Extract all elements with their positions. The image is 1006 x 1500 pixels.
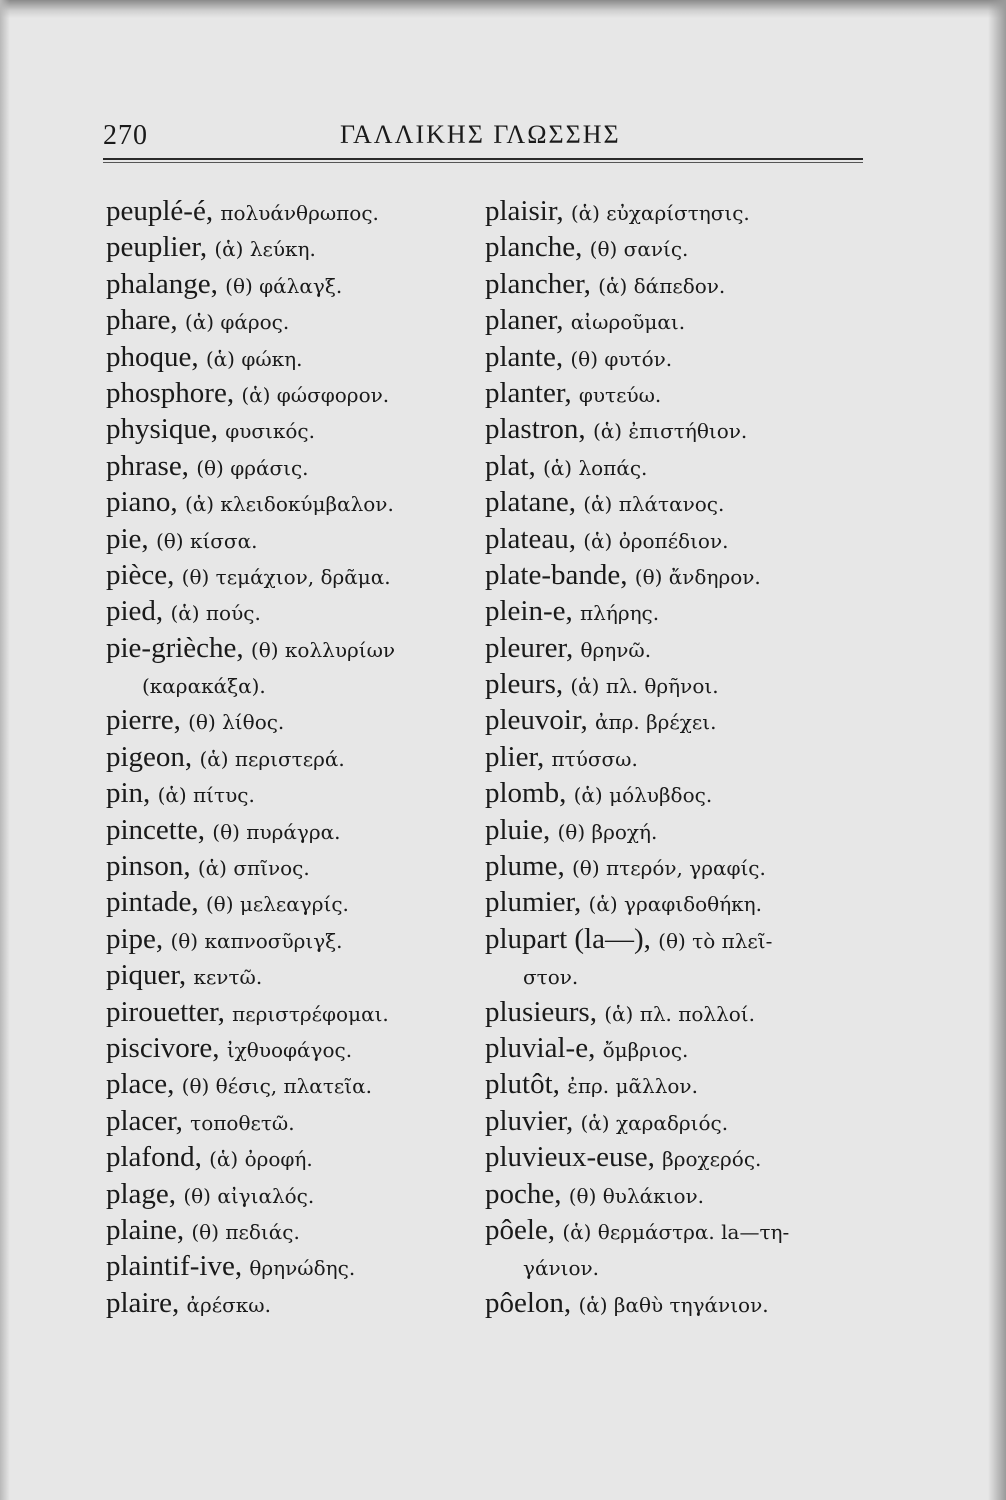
- entry-headword: plat,: [485, 449, 543, 482]
- dictionary-entry: [106, 375, 476, 411]
- entry-greek-translation: (θ) φάλαγξ.: [225, 273, 343, 298]
- dictionary-entry: [106, 1285, 476, 1321]
- dictionary-entry: [106, 775, 476, 811]
- entry-greek-translation: (θ) αἰγιαλός.: [183, 1183, 315, 1208]
- entry-greek-translation: φυσικός.: [225, 419, 315, 444]
- entry-greek-translation: ἀρέσκω.: [186, 1292, 271, 1317]
- dictionary-entry: [485, 448, 865, 484]
- dictionary-entry: [106, 848, 476, 884]
- entry-headword: pôelon,: [485, 1286, 579, 1319]
- entry-headword: pluvieux-euse,: [485, 1141, 663, 1174]
- entry-greek-translation: (ἁ) φώσφορον.: [241, 382, 390, 407]
- entry-headword: place,: [106, 1068, 182, 1101]
- dictionary-entry: [485, 666, 865, 702]
- entry-greek-translation: (ἁ) γραφιδοθήκη.: [588, 892, 763, 917]
- dictionary-entry: [106, 521, 476, 557]
- page-left-edge-shadow: [0, 0, 10, 1500]
- entry-greek-translation: (ἁ) εὐχαρίστησις.: [570, 201, 750, 225]
- entry-greek-translation: (ἁ) πλ. πολλοί.: [604, 1001, 755, 1026]
- entry-headword: plume,: [485, 850, 572, 883]
- entry-greek-translation: (ἁ) λοπάς.: [543, 455, 648, 480]
- dictionary-entry: [106, 1248, 476, 1284]
- dictionary-entry-continuation: [485, 957, 865, 993]
- entry-headword: pirouetter,: [106, 995, 233, 1028]
- entry-headword: placer,: [106, 1104, 191, 1137]
- entry-headword: plupart (la—),: [485, 922, 659, 955]
- entry-headword: peuplé-é,: [106, 195, 221, 227]
- entry-headword: phrase,: [106, 449, 197, 482]
- entry-greek-translation: (ἁ) μόλυβδος.: [573, 783, 713, 808]
- dictionary-entry: [485, 812, 865, 848]
- entry-headword: plaisir,: [485, 195, 571, 227]
- entry-headword: pie,: [106, 522, 156, 555]
- entry-headword: pièce,: [106, 558, 182, 591]
- entry-headword: plaine,: [106, 1213, 192, 1246]
- entry-greek-translation: (θ) κίσσα.: [155, 528, 258, 553]
- entry-greek-translation: (θ) τεμάχιον, δρᾶμα.: [181, 564, 391, 589]
- entry-headword: pintade,: [106, 886, 206, 919]
- entry-headword: plastron,: [485, 413, 593, 446]
- entry-greek-translation: αἰωροῦμαι.: [570, 310, 686, 335]
- dictionary-entry: [485, 1066, 865, 1102]
- entry-headword: pleurs,: [485, 668, 571, 701]
- right-column: [485, 193, 865, 1321]
- dictionary-entry: [106, 484, 476, 520]
- entry-greek-translation: (θ) θυλάκιον.: [568, 1183, 705, 1208]
- entry-greek-translation: πολυάνθρωπος.: [220, 201, 379, 225]
- left-column: [106, 193, 476, 1321]
- entry-greek-translation: (ἁ) βαθὺ τηγάνιον.: [578, 1292, 769, 1317]
- dictionary-entry: [485, 593, 865, 629]
- entry-headword: planter,: [485, 376, 579, 409]
- entry-headword: plein-e,: [485, 595, 581, 628]
- entry-headword: plage,: [106, 1177, 184, 1210]
- entry-greek-translation: (θ) πυράγρα.: [212, 819, 341, 844]
- dictionary-entry: [485, 1212, 865, 1248]
- dictionary-entry: [485, 702, 865, 738]
- dictionary-entry: [106, 557, 476, 593]
- entry-headword: piscivore,: [106, 1031, 227, 1064]
- entry-headword: phosphore,: [106, 376, 242, 409]
- entry-greek-translation: (θ) σανίς.: [589, 237, 689, 262]
- dictionary-entry: [485, 266, 865, 302]
- dictionary-entry: [106, 1103, 476, 1139]
- entry-greek-translation: πλήρης.: [580, 601, 660, 626]
- dictionary-entry: [485, 411, 865, 447]
- dictionary-entry: [106, 884, 476, 920]
- dictionary-entry: [106, 593, 476, 629]
- dictionary-entry: [485, 775, 865, 811]
- dictionary-entry: [106, 739, 476, 775]
- dictionary-entry-continuation: [485, 1248, 865, 1284]
- dictionary-entry: [106, 193, 476, 229]
- dictionary-entry: [106, 957, 476, 993]
- entry-greek-translation: (θ) θέσις, πλατεῖα.: [181, 1074, 372, 1099]
- dictionary-entry: [106, 448, 476, 484]
- entry-greek-translation: (ἁ) σπῖνος.: [197, 856, 310, 881]
- entry-headword: pied,: [106, 595, 171, 628]
- entry-greek-translation: (θ) τὸ πλεῖ-: [658, 928, 773, 953]
- entry-headword: plaintif-ive,: [106, 1250, 250, 1283]
- entry-greek-translation: ὄμβριος.: [602, 1037, 689, 1062]
- dictionary-entry: [485, 484, 865, 520]
- entry-headword: pluvial-e,: [485, 1031, 603, 1064]
- entry-greek-translation: κεντῶ.: [193, 965, 263, 990]
- entry-headword: plier,: [485, 740, 552, 773]
- entry-headword: pipe,: [106, 922, 171, 955]
- dictionary-entry: [485, 521, 865, 557]
- entry-greek-translation: ἐπρ. μᾶλλον.: [567, 1074, 698, 1099]
- entry-headword: plate-bande,: [485, 558, 635, 591]
- entry-greek-translation: τοποθετῶ.: [190, 1110, 295, 1135]
- dictionary-entry: [106, 302, 476, 338]
- entry-headword: pluie,: [485, 813, 558, 846]
- entry-headword: phoque,: [106, 340, 206, 373]
- dictionary-entry: [485, 994, 865, 1030]
- entry-headword: phare,: [106, 304, 185, 337]
- entry-greek-translation: (ἁ) περιστερά.: [199, 746, 345, 771]
- dictionary-entry: [106, 921, 476, 957]
- dictionary-entry: [106, 630, 476, 666]
- entry-greek-translation: (θ) πτερόν, γραφίς.: [572, 856, 766, 881]
- entry-headword: plumier,: [485, 886, 589, 919]
- entry-greek-translation: (θ) κολλυρίων: [250, 637, 396, 662]
- entry-headword: piquer,: [106, 959, 194, 992]
- dictionary-entry: [485, 339, 865, 375]
- entry-greek-translation: (ἁ) πλάτανος.: [583, 492, 725, 517]
- dictionary-entry: [106, 702, 476, 738]
- entry-greek-translation: (ἁ) ὀροφή.: [209, 1147, 313, 1172]
- entry-greek-translation: (ἁ) κλειδοκύμβαλον.: [184, 492, 394, 517]
- dictionary-entry: [485, 921, 865, 957]
- dictionary-entry: [106, 229, 476, 265]
- dictionary-entry: [485, 884, 865, 920]
- dictionary-entry: [106, 1066, 476, 1102]
- entry-headword: pleuvoir,: [485, 704, 595, 737]
- entry-greek-translation: (ἁ) πούς.: [170, 601, 261, 626]
- dictionary-entry: [485, 557, 865, 593]
- entry-greek-translation: (θ) φυτόν.: [570, 346, 673, 371]
- entry-greek-translation: βροχερός.: [662, 1147, 762, 1172]
- dictionary-entry: [485, 229, 865, 265]
- running-title: ΓΑΛΛΙΚΗΣ ΓΛΩΣΣΗΣ: [340, 120, 621, 149]
- entry-greek-translation: (ἁ) δάπεδον.: [598, 273, 726, 298]
- entry-headword: phalange,: [106, 267, 226, 300]
- entry-greek-translation: (ἁ) ὀροπέδιον.: [583, 528, 729, 553]
- entry-headword: plomb,: [485, 777, 574, 810]
- dictionary-entry: [485, 1030, 865, 1066]
- entry-headword: pinson,: [106, 850, 198, 883]
- entry-greek-translation: (θ) ἄνδηρον.: [634, 564, 761, 589]
- entry-greek-translation: θρηνῶ.: [580, 637, 652, 662]
- entry-greek-translation: (θ) φράσις.: [196, 455, 309, 480]
- dictionary-entry: [106, 1030, 476, 1066]
- entry-greek-translation: ἰχθυοφάγος.: [226, 1037, 353, 1062]
- dictionary-entry: [485, 375, 865, 411]
- dictionary-entry: [485, 1139, 865, 1175]
- entry-greek-translation: (ἁ) χαραδριός.: [580, 1110, 729, 1135]
- page-top-edge-shadow: [0, 0, 1006, 18]
- entry-headword: pôele,: [485, 1213, 563, 1246]
- entry-headword: poche,: [485, 1177, 569, 1210]
- dictionary-entry: [485, 739, 865, 775]
- entry-greek-translation: θρηνώδης.: [249, 1256, 356, 1281]
- entry-greek-translation: (θ) βροχή.: [557, 819, 658, 844]
- dictionary-entry: [106, 339, 476, 375]
- entry-headword: pierre,: [106, 704, 189, 737]
- dictionary-entry: [485, 630, 865, 666]
- entry-headword: plusieurs,: [485, 995, 605, 1028]
- entry-greek-translation: ἀπρ. βρέχει.: [594, 710, 717, 735]
- entry-headword: pie-grièche,: [106, 631, 251, 664]
- header-rule: [103, 158, 863, 163]
- entry-greek-translation: φυτεύω.: [578, 382, 662, 407]
- entry-greek-translation: (ἁ) πίτυς.: [157, 783, 255, 808]
- dictionary-entry: [485, 848, 865, 884]
- dictionary-entry: [106, 1212, 476, 1248]
- entry-greek-translation: περιστρέφομαι.: [232, 1001, 389, 1026]
- dictionary-entry: [106, 1139, 476, 1175]
- entry-headword: plafond,: [106, 1141, 210, 1174]
- entry-headword: planer,: [485, 304, 571, 337]
- entry-headword: pincette,: [106, 813, 213, 846]
- entry-greek-translation: στον.: [523, 965, 579, 990]
- entry-headword: pin,: [106, 777, 158, 810]
- entry-greek-translation: (θ) λίθος.: [188, 710, 285, 735]
- entry-greek-translation: (ἁ) φώκη.: [205, 346, 303, 371]
- entry-greek-translation: (καρακάξα).: [142, 674, 266, 699]
- entry-greek-translation: γάνιον.: [523, 1256, 600, 1281]
- entry-greek-translation: (θ) πεδιάς.: [191, 1219, 300, 1244]
- entry-headword: peuplier,: [106, 231, 215, 264]
- entry-greek-translation: (ἁ) ἐπιστήθιον.: [592, 419, 748, 444]
- entry-headword: planche,: [485, 231, 590, 264]
- entry-headword: plateau,: [485, 522, 584, 555]
- entry-greek-translation: (θ) καπνοσῦριγξ.: [170, 928, 343, 953]
- page-number: 270: [103, 120, 148, 151]
- dictionary-entry: [106, 411, 476, 447]
- dictionary-entry: [485, 193, 865, 229]
- entry-greek-translation: (ἁ) θερμάστρα. la—τη-: [562, 1219, 790, 1244]
- entry-greek-translation: πτύσσω.: [551, 746, 638, 771]
- entry-greek-translation: (θ) μελεαγρίς.: [205, 892, 349, 917]
- dictionary-entry: [106, 812, 476, 848]
- entry-greek-translation: (ἁ) πλ. θρῆνοι.: [570, 674, 719, 699]
- entry-greek-translation: (ἁ) φάρος.: [184, 310, 290, 335]
- dictionary-entry: [485, 1285, 865, 1321]
- entry-headword: plaire,: [106, 1286, 187, 1319]
- dictionary-entry: [106, 994, 476, 1030]
- page-right-edge-shadow: [988, 0, 1006, 1500]
- entry-headword: platane,: [485, 486, 584, 519]
- entry-headword: pleurer,: [485, 631, 581, 664]
- entry-headword: plutôt,: [485, 1068, 568, 1101]
- dictionary-entry: [485, 302, 865, 338]
- dictionary-entry: [106, 266, 476, 302]
- entry-greek-translation: (ἁ) λεύκη.: [214, 237, 316, 262]
- entry-headword: plante,: [485, 340, 571, 373]
- entry-headword: plancher,: [485, 267, 599, 300]
- entry-headword: pluvier,: [485, 1104, 581, 1137]
- dictionary-entry-continuation: [106, 666, 476, 702]
- dictionary-entry: [106, 1176, 476, 1212]
- dictionary-entry: [485, 1176, 865, 1212]
- entry-headword: piano,: [106, 486, 185, 519]
- entry-headword: pigeon,: [106, 740, 200, 773]
- entry-headword: physique,: [106, 413, 226, 446]
- dictionary-entry: [485, 1103, 865, 1139]
